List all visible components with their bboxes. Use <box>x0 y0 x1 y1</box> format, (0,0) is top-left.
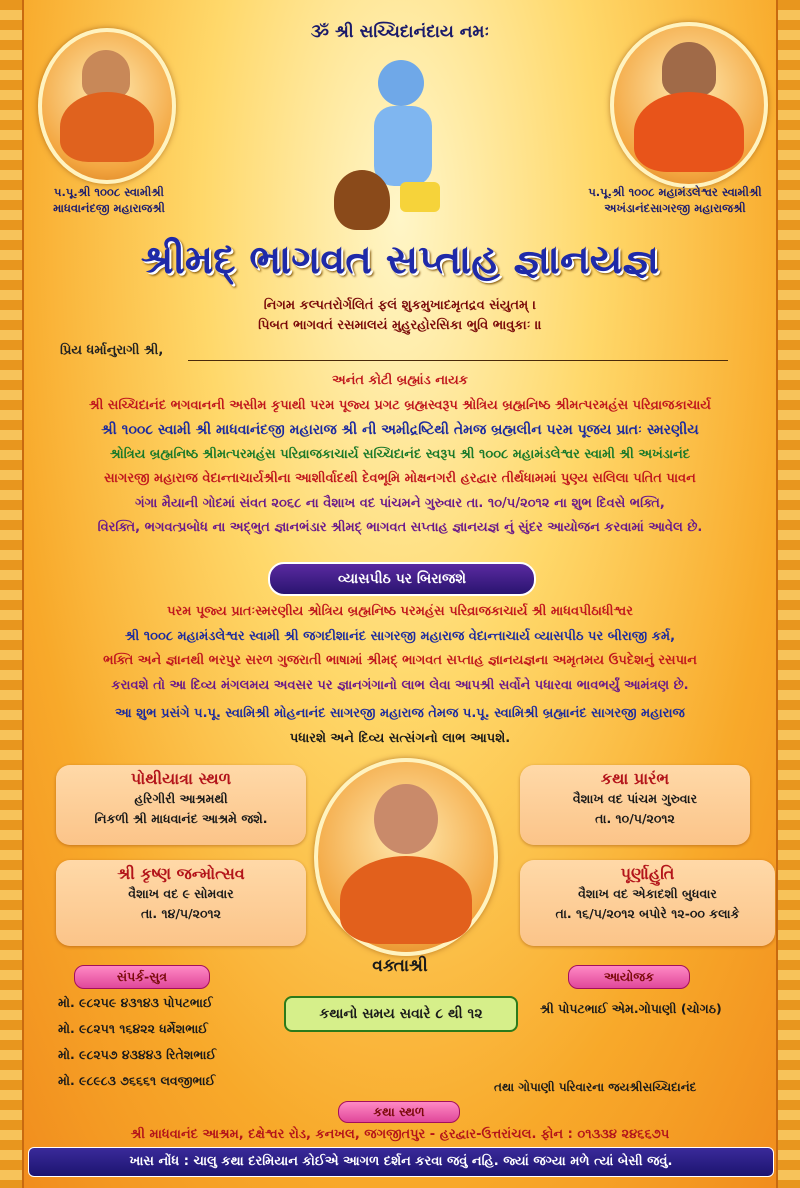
katha-prarambh-line2: તા. ૧૦/૫/૨૦૧૨ <box>595 811 675 826</box>
contact-phone: મો. ૯૮૯૮૩ ૭૬૬૬૧ લવજીભાઈ <box>58 1073 216 1088</box>
left-border <box>0 0 24 1188</box>
vyaspith-heading: વ્યાસપીઠ પર બિરાજશે <box>268 562 536 596</box>
butter-pot <box>334 170 390 230</box>
katha-prarambh-box <box>520 765 750 845</box>
saint-face <box>662 42 716 96</box>
contact-list <box>58 990 298 1094</box>
pothiyatra-line1: હરિગીરી આશ્રમથી <box>134 791 228 806</box>
krishna-body <box>374 106 432 186</box>
pothiyatra-line2: નિકળી શ્રી માધવાનંદ આશ્રમે જશે. <box>94 811 268 826</box>
salutation: પ્રિય ધર્માનુરાગી શ્રી, <box>60 343 164 358</box>
special-note: ખાસ નોંધ : ચાલુ કથા દરમિયાન કોઈએ આગળ દર્શન કરવા જવું નહિ. જ્યાં જગ્યા મળે ત્યાં બેસી જવું. <box>28 1147 774 1177</box>
saint-face <box>82 50 130 98</box>
organizer-heading: આયોજક <box>568 965 690 989</box>
krishna-illustration <box>330 50 470 240</box>
vyaspith-line1: પરમ પૂજ્ય પ્રાતઃસ્મરણીય શ્રોત્રિય બ્રહ્મનિષ્ઠ પરમહંસ પરિવ્રાજકાચાર્ય શ્રી માધવપીઠાધીશ્વર <box>167 604 633 619</box>
left-caption-line1: પ.પૂ.શ્રી ૧૦૦૮ સ્વામીશ્રી <box>54 185 164 199</box>
event-title: શ્રીમદ્ ભાગવત સપ્તાહ જ્ઞાનયજ્ઞ <box>140 236 660 283</box>
vyaspith-line6: પધારશે અને દિવ્ય સત્સંગનો લાભ આપશે. <box>289 730 511 746</box>
invocation-text: ૐ શ્રી સચ્ચિદાનંદાય નમઃ <box>310 22 490 42</box>
organizer-family: તથા ગોપાણી પરિવારના જયશ્રીસચ્ચિદાનંદ <box>494 1080 697 1094</box>
left-saint-portrait <box>38 28 176 184</box>
right-caption-line2: અખંડાનંદસાગરજી મહારાજશ્રી <box>604 201 746 215</box>
right-saint-caption <box>560 184 790 216</box>
right-saint-portrait <box>610 22 768 188</box>
contact-phone: મો. ૯૮૨૫૧ ૧૬૪૨૨ ધર્મેશભાઈ <box>58 1021 208 1036</box>
vyaspith-line5: આ શુભ પ્રસંગે પ.પૂ. સ્વામિશ્રી મોહનાનંદ સાગરજી મહારાજ તેમજ પ.પૂ. સ્વામિશ્રી બ્રહ્માનંદ સાગરજી મહારાજ <box>115 706 685 721</box>
saint-robe <box>60 92 154 162</box>
intro-paragraph <box>34 369 766 541</box>
intro-line3: શ્રી ૧૦૦૮ સ્વામી શ્રી માધવાનંદજી મહારાજ શ્રી ની અમીદ્રષ્ટિથી તેમજ બ્રહ્મલીન પરમ પૂજય પ્રાતઃ સ્મરણીય <box>101 422 699 438</box>
shloka-line2: પિબત ભાગવતં રસમાલયં મુહુરહોરસિકા ભુવિ ભાવુકાઃ ॥ <box>258 318 542 333</box>
vakta-robe <box>340 856 472 944</box>
contact-heading: સંપર્ક-સુત્ર <box>74 965 210 989</box>
krishna-dhoti <box>400 182 440 212</box>
right-caption-line1: પ.પૂ.શ્રી ૧૦૦૮ મહામંડલેશ્વર સ્વામીશ્રી <box>588 185 762 199</box>
saint-robe <box>634 92 744 172</box>
krishna-janmotsav-heading: શ્રી કૃષ્ણ જન્મોત્સવ <box>117 864 245 883</box>
left-caption-line2: માધવાનંદજી મહારાજશ્રી <box>53 201 165 215</box>
purnahuti-box <box>520 860 775 946</box>
katha-prarambh-line1: વૈશાખ વદ પાંચમ ગુરુવાર <box>572 791 698 806</box>
krishna-janmotsav-line1: વૈશાખ વદ ૯ સોમવાર <box>128 886 234 901</box>
vakta-portrait <box>314 758 498 956</box>
contact-phone: મો. ૯૮૨૫૭ ૪૩૪૪૩ રિતેશભાઈ <box>58 1047 217 1062</box>
krishna-janmotsav-box <box>56 860 306 946</box>
intro-line2: શ્રી સચ્ચિદાનંદ ભગવાનની અસીમ કૃપાથી પરમ પૂજ્ય પ્રગટ બ્રહ્મસ્વરૂપ શ્રોત્રિય બ્રહ્મનિષ્ઠ શ્રીમત્પરમહંસ પરિવ્રાજકાચાર્ય <box>89 397 711 413</box>
left-saint-caption <box>34 184 184 216</box>
vyaspith-line4: કરાવશે તો આ દિવ્ય મંગલમય અવસર પર જ્ઞાનગંગાનો લાભ લેવા આપશ્રી સર્વોને પધારવા ભાવભર્યું આમંત્રણ છે. <box>111 677 689 693</box>
vakta-label: વક્તાશ્રી <box>372 956 428 976</box>
pothiyatra-box <box>56 765 306 845</box>
purnahuti-line1: વૈશાખ વદ એકાદશી બુધવાર <box>578 886 717 901</box>
intro-line1: અનંત કોટી બ્રહ્માંડ નાયક <box>332 373 468 388</box>
katha-prarambh-heading: કથા પ્રારંભ <box>600 769 670 788</box>
intro-line6: ગંગા મૈયાની ગોદમાં સંવત ૨૦૬૮ ના વૈશાખ વદ પાંચમને ગુરુવાર તા. ૧૦/૫/૨૦૧૨ ના શુભ દિવસે ભક્તિ, <box>135 495 665 511</box>
intro-line4: શ્રોત્રિય બ્રહ્મનિષ્ઠ શ્રીમત્પરમહંસ પરિવ્રાજકાચાર્ય સચ્ચિદાનંદ સ્વરૂપ શ્રી ૧૦૦૮ મહામંડલેશ્વર સ્વામી શ્રી અખંડાનંદ <box>109 446 691 462</box>
vyaspith-paragraph <box>34 600 766 751</box>
venue-address: શ્રી માધવાનંદ આશ્રમ, દક્ષેશ્વર રોડ, કનખલ, જગજીતપુર - હરદ્વાર-ઉત્તરાંચલ. ફોન : ૦૧૩૩૪ ૨૪૬૬૭૫ <box>130 1127 670 1142</box>
right-border <box>776 0 800 1188</box>
purnahuti-heading: પૂર્ણાહુતિ <box>620 864 675 883</box>
venue-heading: કથા સ્થળ <box>338 1101 460 1123</box>
organizer-name: શ્રી પોપટભાઈ એમ.ગોપાણી (ચોગઠ) <box>540 1001 722 1016</box>
krishna-janmotsav-line2: તા. ૧૪/૫/૨૦૧૨ <box>141 906 221 921</box>
name-fill-line <box>188 360 728 361</box>
purnahuti-line2: તા. ૧૬/૫/૨૦૧૨ બપોરે ૧૨-૦૦ કલાકે <box>555 906 740 921</box>
intro-line7: વિરક્તિ, ભગવત્પ્રબોધ ના અદ્ભુત જ્ઞાનભંડાર શ્રીમદ્ ભાગવત સપ્તાહ જ્ઞાનયજ્ઞ નું સુંદર આયોજન કરવામાં આવેલ છે. <box>97 520 703 535</box>
intro-line5: સાગરજી મહારાજ વેદાન્તાચાર્યશ્રીના આશીર્વાદથી દેવભૂમિ મોક્ષનગરી હરદ્વાર તીર્થધામમાં પુણ્ય સલિલા પતિત પાવન <box>104 471 696 486</box>
katha-time-box: કથાનો સમય સવારે ૮ થી ૧૨ <box>284 996 518 1032</box>
shloka-line1: નિગમ કલ્પતરોર્ગલિતં ફલં શુકમુખાદમૃતદ્રવ સંયુતમ્ । <box>263 298 537 313</box>
shloka <box>0 296 800 336</box>
vyaspith-line2: શ્રી ૧૦૦૮ મહામંડલેશ્વર સ્વામી શ્રી જગદીશાનંદ સાગરજી મહારાજ વેદાન્તાચાર્ય વ્યાસપીઠ પર બીરાજી કર્મ, <box>124 628 676 644</box>
vyaspith-line3: ભક્તિ અને જ્ઞાનથી ભરપુર સરળ ગુજરાતી ભાષામાં શ્રીમદ્ ભાગવત સપ્તાહ જ્ઞાનયજ્ઞના અમૃતમય ઉપદેશનું રસપાન <box>103 653 697 668</box>
krishna-head <box>378 60 424 106</box>
pothiyatra-heading: પોથીયાત્રા સ્થળ <box>130 769 232 788</box>
vakta-face <box>374 784 438 854</box>
contact-phone: મો. ૯૮૨૫૯ ૪૩૧૪૩ પોપટભાઈ <box>58 995 213 1010</box>
